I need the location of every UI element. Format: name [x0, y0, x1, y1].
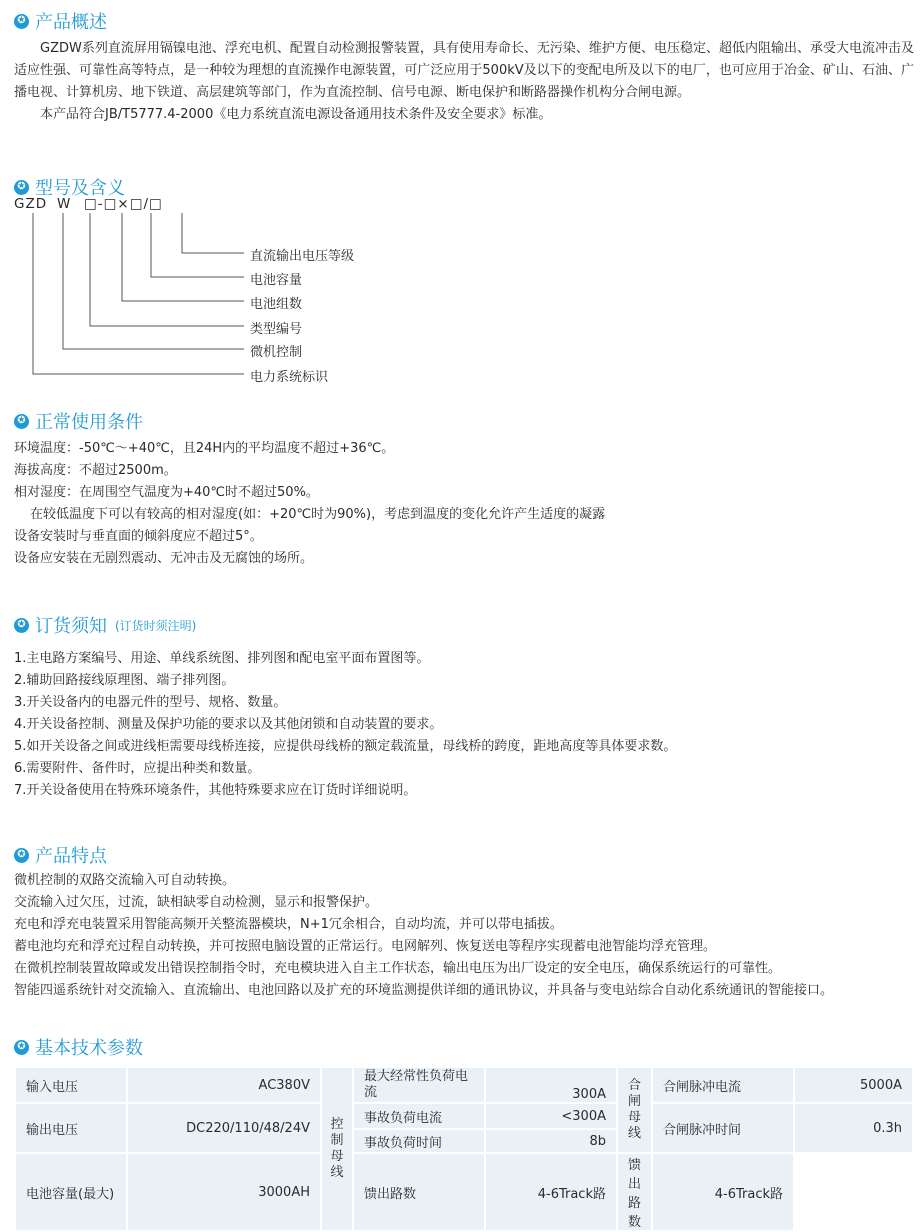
star-icon: ✪	[14, 414, 29, 429]
param-label: 事故负荷电流	[353, 1103, 485, 1129]
param-label: 馈出路数	[617, 1153, 652, 1231]
param-label: 输入电压	[15, 1067, 127, 1103]
param-value: 300A	[485, 1067, 617, 1103]
ordering-item: 2.辅助回路接线原理图、端子排列图。	[14, 673, 235, 688]
feature-line: 蓄电池均充和浮充过程自动转换，并可按照电脑设置的正常运行。电网解列、恢复送电等程序实现蓄电池智能均浮充管理。	[14, 939, 717, 954]
table-row	[15, 1153, 913, 1231]
feature-line: 交流输入过欠压，过流，缺相缺零自动检测，显示和报警保护。	[14, 895, 379, 910]
section-header-conditions	[14, 408, 143, 434]
param-value: 8b	[485, 1129, 617, 1153]
param-label: 馈出路数	[353, 1153, 485, 1231]
model-label-capacity: 电池容量	[250, 273, 303, 288]
star-icon: ✪	[14, 180, 29, 195]
section-header-features	[14, 842, 107, 868]
feature-line: 充电和浮充电装置采用智能高频开关整流器模块，N+1冗余相合，自动均流，并可以带电插拔。	[14, 917, 563, 932]
table-row	[15, 1067, 913, 1103]
param-label: 输出电压	[15, 1103, 127, 1153]
param-value: 4-6Track路	[652, 1153, 794, 1231]
param-value: 0.3h	[794, 1103, 913, 1153]
param-value: DC220/110/48/24V	[127, 1103, 321, 1153]
param-value: 4-6Track路	[485, 1153, 617, 1231]
param-value: <300A	[485, 1103, 617, 1129]
feature-line: 在微机控制装置故障或发出错误控制指令时，充电模块进入自主工作状态，输出电压为出厂设定的安全电压，确保系统运行的可靠性。	[14, 961, 782, 976]
overview-standard: 本产品符合JB/T5777.4-2000《电力系统直流电源设备通用技术条件及安全要求》标准。	[40, 107, 552, 122]
param-label: 电池容量(最大)	[15, 1153, 127, 1231]
group-label-close-bus: 合闸母线	[617, 1067, 652, 1153]
ordering-item: 7.开关设备使用在特殊环境条件，其他特殊要求应在订货时详细说明。	[14, 783, 417, 798]
condition-line: 在较低温度下可以有较高的相对湿度(如：+20℃时为90%)，考虑到温度的变化允许产生适度的凝露	[30, 507, 606, 522]
section-header-params	[14, 1034, 143, 1060]
star-icon: ✪	[14, 618, 29, 633]
section-title: 产品概述	[35, 12, 107, 33]
model-label-voltage: 直流输出电压等级	[250, 249, 355, 264]
ordering-item: 1.主电路方案编号、用途、单线系统图、排列图和配电室平面布置图等。	[14, 651, 430, 666]
ordering-item: 6.需要附件、备件时，应提出种类和数量。	[14, 761, 261, 776]
param-label: 合闸脉冲时间	[652, 1103, 794, 1153]
params-table	[14, 1066, 914, 1232]
section-title: 订货须知	[35, 616, 107, 637]
param-value: 3000AH	[127, 1153, 321, 1231]
condition-line: 设备安装时与垂直面的倾斜度应不超过5°。	[14, 529, 263, 544]
model-label-micro: 微机控制	[250, 345, 303, 360]
condition-line: 海拔高度：不超过2500m。	[14, 463, 177, 478]
model-label-power: 电力系统标识	[250, 370, 329, 385]
ordering-item: 4.开关设备控制、测量及保护功能的要求以及其他闭锁和自动装置的要求。	[14, 717, 443, 732]
star-icon: ✪	[14, 848, 29, 863]
condition-line: 相对湿度：在周围空气温度为+40℃时不超过50%。	[14, 485, 319, 500]
param-value: AC380V	[127, 1067, 321, 1103]
section-header-ordering	[14, 612, 196, 638]
param-label: 事故负荷时间	[353, 1129, 485, 1153]
section-note: (订货时须注明)	[115, 618, 197, 633]
table-row	[15, 1103, 913, 1129]
ordering-item: 3.开关设备内的电器元件的型号、规格、数量。	[14, 695, 287, 710]
section-title: 基本技术参数	[35, 1038, 143, 1059]
condition-line: 设备应安装在无剧烈震动、无冲击及无腐蚀的场所。	[14, 551, 314, 566]
model-label-type: 类型编号	[250, 322, 303, 337]
star-icon: ✪	[14, 1040, 29, 1055]
model-code-w: W	[57, 196, 72, 212]
feature-line: 智能四遥系统针对交流输入、直流输出、电池回路以及扩充的环境监测提供详细的通讯协议，并具备与变电站综合自动化系统通讯的智能接口。	[14, 983, 834, 998]
param-label: 合闸脉冲电流	[652, 1067, 794, 1103]
model-code-gzd: GZD	[14, 196, 48, 212]
feature-line: 微机控制的双路交流输入可自动转换。	[14, 873, 236, 888]
model-code-slots: □-□×□/□	[84, 196, 163, 212]
condition-line: 环境温度：-50℃～+40℃，且24H内的平均温度不超过+36℃。	[14, 441, 395, 456]
model-label-groups: 电池组数	[250, 297, 303, 312]
ordering-item: 5.如开关设备之间或进线柜需要母线桥连接，应提供母线桥的额定载流量，母线桥的跨度，距地高度等具体要求数。	[14, 739, 677, 754]
model-diagram-lines	[0, 0, 260, 390]
param-value: 5000A	[794, 1067, 913, 1103]
star-icon: ✪	[14, 14, 29, 29]
overview-paragraph: GZDW系列直流屏用镉镍电池、浮充电机、配置自动检测报警装置，具有使用寿命长、无污染、维护方便、电压稳定、超低内阻输出、承受大电流冲击及适应性强、可靠性高等特点，是一种较为理想的直流操作电源装置，可广泛应用于500kV及以下的变配电所及以下的电厂，也可应用于冶金、矿山、石油、广播电视、计算机房、地下铁道、高层建筑等部门，作为直流控制、信号电源、断电保护和断路器操作机构分合闸电源。	[14, 41, 914, 100]
group-label-control-bus: 控制母线	[321, 1067, 353, 1231]
section-title: 产品特点	[35, 846, 107, 867]
param-label: 最大经常性负荷电流	[353, 1067, 485, 1103]
section-title: 正常使用条件	[35, 412, 143, 433]
section-title: 型号及含义	[35, 178, 125, 199]
